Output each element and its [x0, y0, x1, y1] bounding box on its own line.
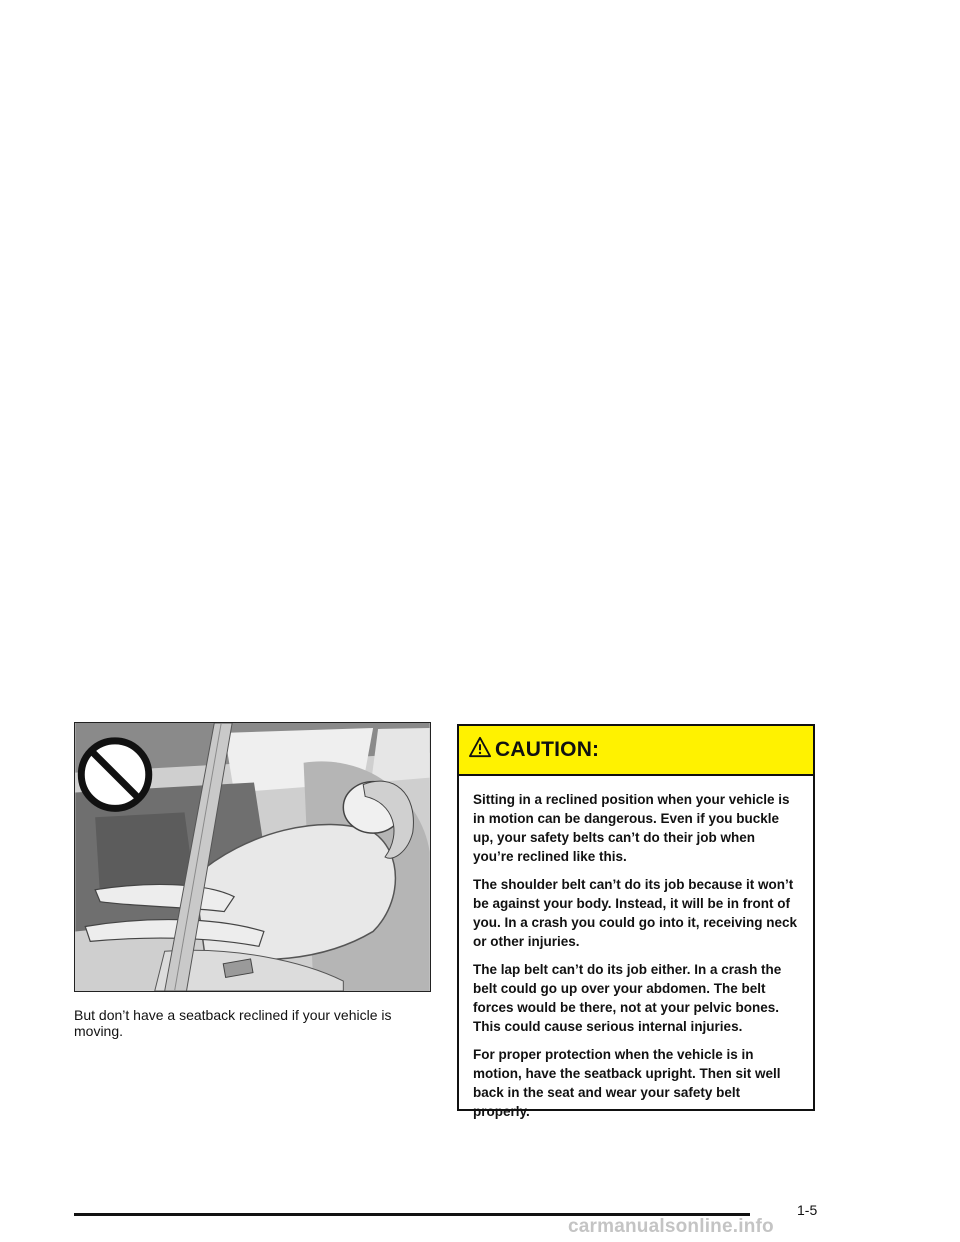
seatback-reclined-illustration [74, 722, 431, 992]
page-number: 1-5 [797, 1202, 818, 1218]
prohibited-icon [81, 741, 148, 808]
caution-box [457, 724, 815, 1119]
caution-body [459, 776, 813, 1121]
caution-paragraph: Sitting in a reclined position when your vehicle is in motion can be dangerous. Even if you buckle up, your safety belts can’t do their job when you’re reclined like this. [473, 792, 790, 864]
caution-paragraph: The lap belt can’t do its job either. In a crash the belt could go up over your abdomen. The belt forces would be there, not at your pelvic bones. This could cause serious internal injuries. [473, 962, 782, 1034]
warning-triangle-icon [469, 736, 491, 758]
caution-title: CAUTION: [495, 738, 600, 761]
caution-header [459, 726, 813, 776]
watermark: carmanualsonline.info [568, 1216, 774, 1237]
caution-paragraph: For proper protection when the vehicle is in motion, have the seatback upright. Then sit well back in the seat and wear your safety belt properly. [473, 1047, 781, 1119]
caution-paragraph: The shoulder belt can’t do its job because it won’t be against your body. Instead, it will be in front of you. In a crash you could go into it, receiving neck or other injuries. [473, 877, 798, 949]
illustration-caption: But don’t have a seatback reclined if your vehicle is moving. [74, 1007, 392, 1039]
